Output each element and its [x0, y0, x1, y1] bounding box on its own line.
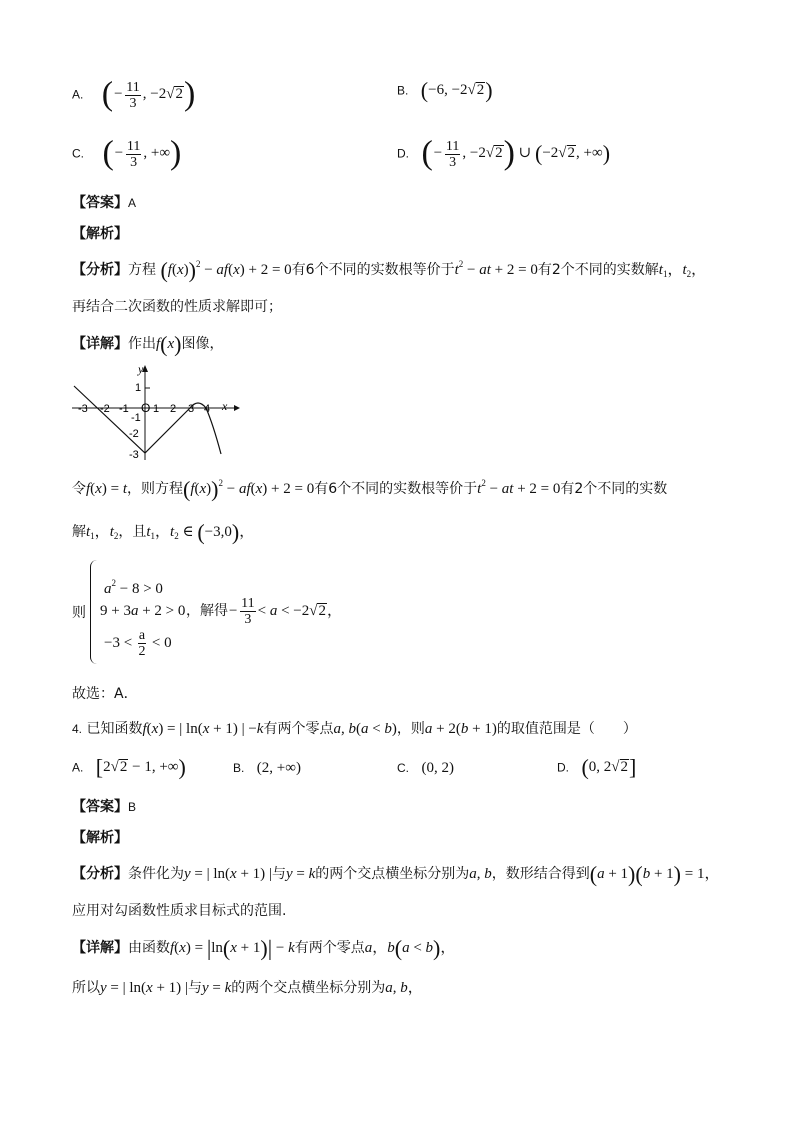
then-label: 则	[72, 605, 86, 621]
option-b: B. (−6, −2√2)	[397, 78, 493, 103]
y-tick: -2	[129, 428, 139, 440]
q4-fenxi-line-2: 应用对勾函数性质求目标式的范围.	[72, 903, 287, 919]
x-axis-arrow	[234, 405, 240, 411]
q4-answer-line: 【答案】B	[72, 799, 137, 815]
x-tick: -1	[119, 403, 129, 415]
x-tick: -2	[100, 403, 110, 415]
y-tick: -1	[131, 412, 141, 424]
x-tick: 3	[188, 403, 195, 415]
x-tick: -3	[78, 403, 88, 415]
solve-result: ，解得− $\frac{11}{3}$ < a < −2√2，	[186, 596, 342, 627]
q4-option-c: C. (0, 2)	[397, 760, 454, 776]
detail-line: 【详解】作出f(x)图像，	[72, 331, 224, 357]
choose-line: 故选：A．	[72, 686, 138, 702]
y-tick: -3	[129, 449, 139, 461]
x-axis-label: x	[222, 399, 228, 413]
option-d: D. (− $\frac{11}{3}$ , −2√2) ∪ (−2√2, +∞)	[397, 135, 611, 172]
x-tick: 1	[153, 403, 160, 415]
y-axis-label: y	[138, 364, 144, 376]
q4-option-a: A. [2√2 − 1, +∞)	[72, 755, 186, 780]
q4-fenxi-line-1: 【分析】条件化为y = | ln(x + 1) |与y = k的两个交点横坐标分别为a, b，数形结合得到(a + 1)(b + 1) = 1，	[72, 861, 720, 887]
answer-line: 【答案】A	[72, 195, 137, 211]
function-graph	[72, 364, 242, 464]
y-tick: 1	[135, 382, 142, 394]
q4-option-b: B. (2, +∞)	[233, 760, 301, 776]
x-tick: 2	[170, 403, 177, 415]
q4-option-d: D. (0, 2√2]	[557, 755, 637, 780]
system-row-2: 9 + 3a + 2 > 0	[100, 603, 186, 619]
solution-line: 解$t_1$，$t_2$，且$t_1$，$t_2$ ∈ (−3,0)，	[72, 519, 255, 545]
let-line: 令f(x) = t，则方程$(f(x))^2 - af(x) + 2 = 0$有6个不同的实数根等价于$t^2$ − at + 2 = 0有2个不同的实数	[72, 476, 668, 502]
system-row-1: $a^2 - 8 > 0$	[104, 578, 163, 597]
option-c: C. (− $\frac{11}{3}$ , +∞)	[72, 135, 182, 172]
system-brace	[90, 560, 97, 664]
q4-stem: 4. 已知函数f(x) = | ln(x + 1) | −k有两个零点a, b(a < b)，则a + 2(b + 1)的取值范围是（ ）	[72, 721, 637, 737]
q4-so-line: 所以y = | ln(x + 1) |与y = k的两个交点横坐标分别为a, b，	[72, 980, 423, 996]
system-row-3: −3 < $\frac{a}{2}$ < 0	[104, 628, 172, 659]
q4-detail-line: 【详解】由函数f(x) = |ln(x + 1)| − k有两个零点a，b(a < b)，	[72, 935, 456, 961]
origin-label: O	[141, 401, 151, 415]
analysis-tag: 【解析】	[72, 226, 128, 242]
fenxi-line-2: 再结合二次函数的性质求解即可；	[72, 299, 282, 315]
x-tick: 4	[204, 403, 211, 415]
option-a: A. (− $\frac{11}{3}$ , −2√2)	[72, 76, 196, 113]
q4-analysis-tag: 【解析】	[72, 830, 128, 846]
fenxi-line-1: 【分析】方程 $(f(x))^2 - af(x) + 2 = 0$有6个不同的实数根等价于$t^2$ − at + 2 = 0有2个不同的实数解$t_1$，$t_2$，	[72, 257, 707, 283]
